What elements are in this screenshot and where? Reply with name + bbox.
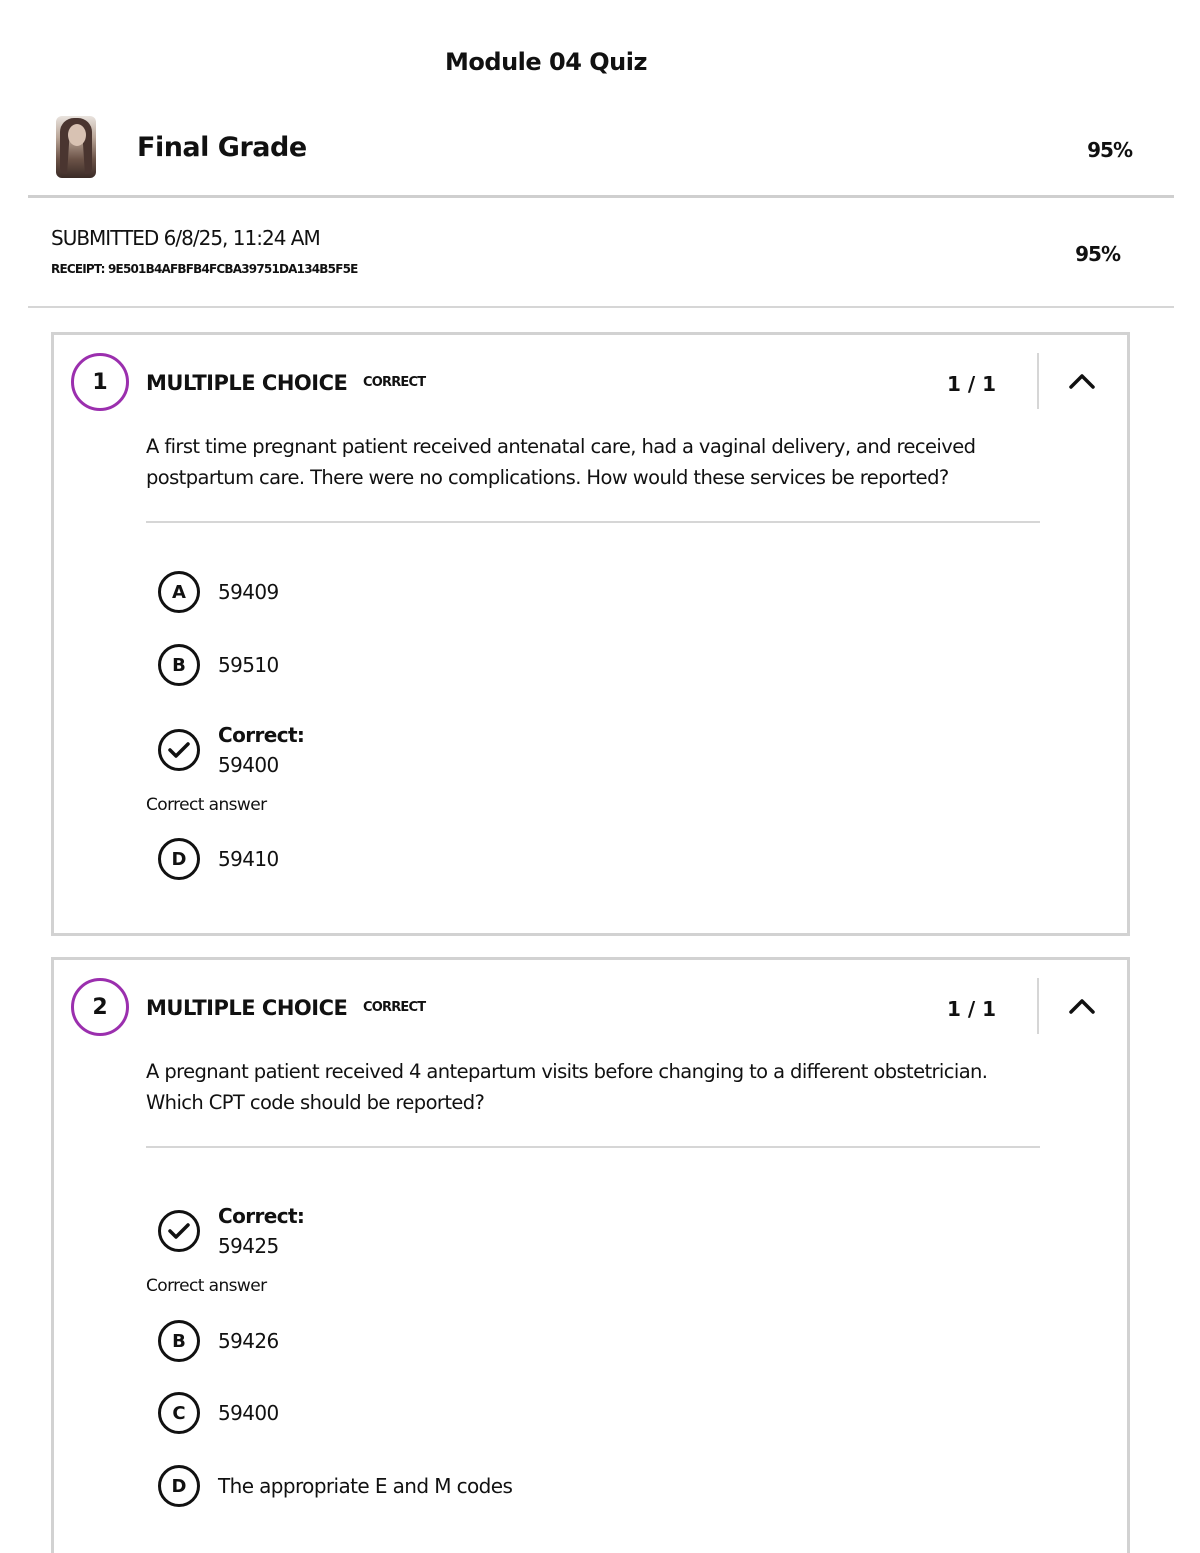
question-type: MULTIPLE CHOICE bbox=[146, 371, 348, 395]
answer-option-c-correct[interactable] bbox=[158, 720, 304, 780]
answer-option-d[interactable] bbox=[158, 1465, 512, 1507]
header-divider bbox=[1037, 353, 1039, 409]
submission-row bbox=[28, 200, 1174, 308]
submitted-timestamp: SUBMITTED 6/8/25, 11:24 AM bbox=[51, 226, 320, 250]
option-text: 59410 bbox=[218, 847, 279, 871]
page-title: Module 04 Quiz bbox=[445, 48, 647, 76]
chevron-up-icon bbox=[1068, 997, 1096, 1015]
question-text: A first time pregnant patient received antenatal care, had a vaginal delivery, and received postpartum care. There were no complications. How would these services be reported? bbox=[146, 435, 976, 489]
avatar bbox=[56, 116, 96, 178]
question-divider bbox=[146, 521, 1040, 523]
answer-option-b[interactable] bbox=[158, 644, 279, 686]
answer-option-b[interactable] bbox=[158, 1320, 279, 1362]
question-status-badge: CORRECT bbox=[363, 375, 426, 390]
submission-score: 95% bbox=[1075, 242, 1120, 266]
question-type: MULTIPLE CHOICE bbox=[146, 996, 348, 1020]
collapse-button[interactable] bbox=[1066, 365, 1098, 397]
question-card-2 bbox=[51, 957, 1130, 1553]
check-circle-icon bbox=[158, 729, 200, 771]
correct-answer-caption: Correct answer bbox=[146, 1276, 267, 1296]
option-text: 59425 bbox=[218, 1234, 279, 1258]
question-score: 1 / 1 bbox=[947, 997, 997, 1021]
final-grade-label: Final Grade bbox=[137, 132, 307, 163]
question-score: 1 / 1 bbox=[947, 372, 997, 396]
option-letter-b: B bbox=[158, 1320, 200, 1362]
option-letter-d: D bbox=[158, 1465, 200, 1507]
option-text: 59510 bbox=[218, 653, 279, 677]
receipt-id: RECEIPT: 9E501B4AFBFB4FCBA39751DA134B5F5E bbox=[51, 262, 358, 276]
question-status-badge: CORRECT bbox=[363, 1000, 426, 1015]
correct-answer-caption: Correct answer bbox=[146, 795, 267, 815]
answer-option-a-correct[interactable] bbox=[158, 1201, 304, 1261]
check-circle-icon bbox=[158, 1210, 200, 1252]
option-text: 59426 bbox=[218, 1329, 279, 1353]
option-text: 59400 bbox=[218, 753, 279, 777]
chevron-up-icon bbox=[1068, 372, 1096, 390]
question-number-badge: 1 bbox=[71, 353, 129, 411]
header-divider bbox=[1037, 978, 1039, 1034]
final-grade-row bbox=[28, 112, 1174, 198]
option-letter-b: B bbox=[158, 644, 200, 686]
question-number-badge: 2 bbox=[71, 978, 129, 1036]
collapse-button[interactable] bbox=[1066, 990, 1098, 1022]
option-text: The appropriate E and M codes bbox=[218, 1474, 513, 1498]
option-letter-c: C bbox=[158, 1392, 200, 1434]
question-card-1 bbox=[51, 332, 1130, 936]
option-text: 59400 bbox=[218, 1401, 279, 1425]
correct-label: Correct: bbox=[218, 1204, 305, 1228]
answer-option-a[interactable] bbox=[158, 571, 279, 613]
option-text: 59409 bbox=[218, 580, 279, 604]
option-letter-a: A bbox=[158, 571, 200, 613]
answer-option-c[interactable] bbox=[158, 1392, 279, 1434]
final-grade-value: 95% bbox=[1087, 138, 1132, 162]
question-text: A pregnant patient received 4 antepartum visits before changing to a different obstetrician. Which CPT code should be reported? bbox=[146, 1060, 988, 1114]
question-divider bbox=[146, 1146, 1040, 1148]
option-letter-d: D bbox=[158, 838, 200, 880]
correct-label: Correct: bbox=[218, 723, 305, 747]
answer-option-d[interactable] bbox=[158, 838, 279, 880]
